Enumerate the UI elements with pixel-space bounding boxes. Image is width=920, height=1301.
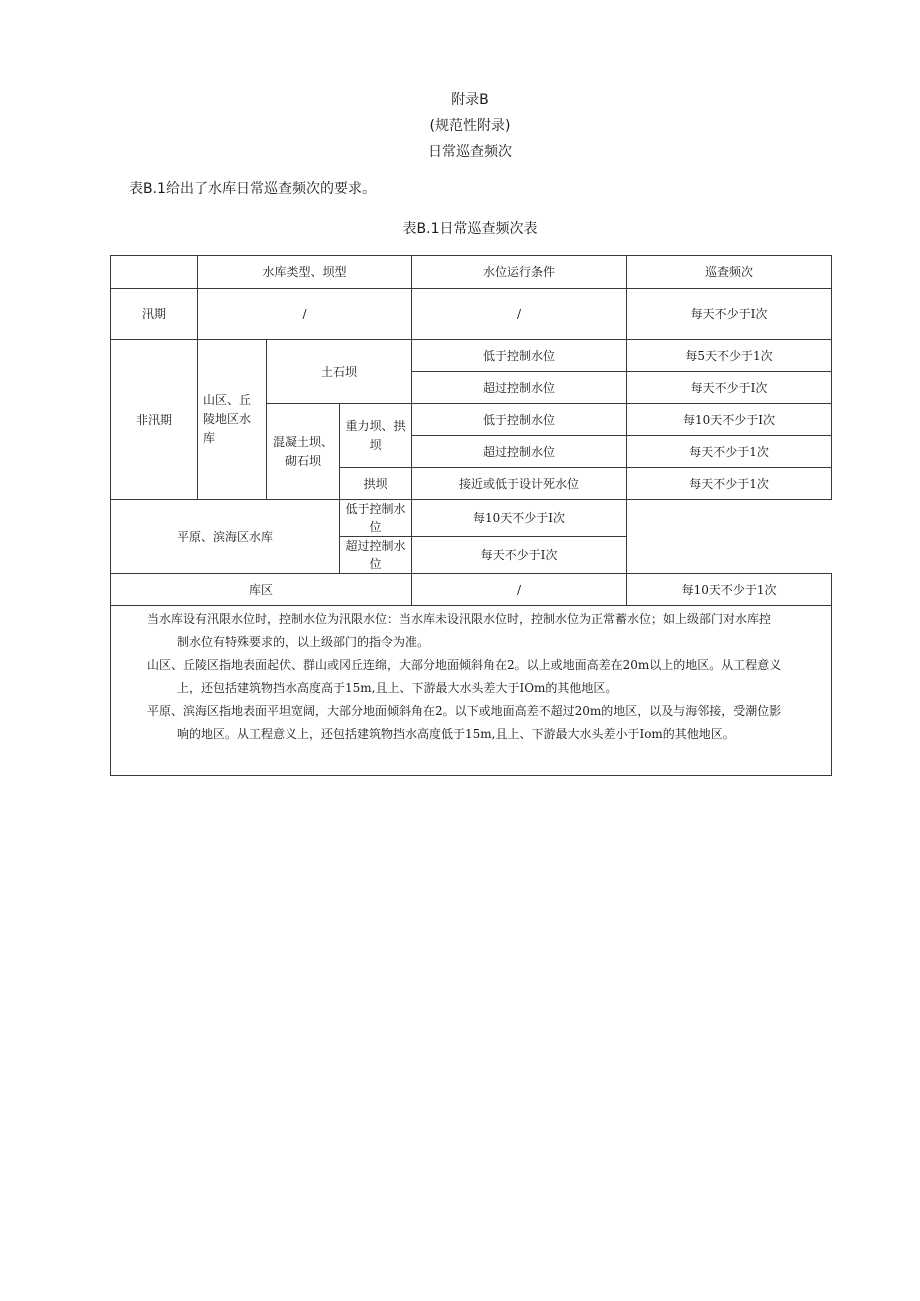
note-line: 上，还包括建筑物挡水高度高于15m,且上、下游最大水头差大于IOm的其他地区。 <box>177 681 618 695</box>
header-frequency: 巡查频次 <box>627 256 832 289</box>
condition-cell: 超过控制水位 <box>412 372 627 404</box>
frequency-cell: 每10天不少于I次 <box>412 500 627 537</box>
reservoir-area-condition: / <box>412 574 627 606</box>
note-line: 响的地区。从工程意义上，还包括建筑物挡水高度低于15m,且上、下游最大水头差小于Iom的其他地区。 <box>177 727 735 741</box>
arch-dam-cell: 拱坝 <box>340 468 412 500</box>
note-line: 平原、滨海区指地表面平坦宽阔，大部分地面倾斜角在2。以下或地面高差不超过20m的地区，以及与海邻接，受潮位影 <box>147 704 782 718</box>
frequency-cell: 每天不少于1次 <box>627 436 832 468</box>
note-control-water-level <box>147 608 821 654</box>
reservoir-area-label: 库区 <box>111 574 412 606</box>
note-mountain-definition <box>147 654 821 700</box>
table-row <box>111 500 832 537</box>
table-header-row <box>111 256 832 289</box>
note-plain-definition <box>147 700 821 746</box>
earth-rock-dam-cell: 土石坝 <box>267 340 412 404</box>
gravity-arch-dam-cell: 重力坝、拱坝 <box>340 404 412 468</box>
plain-coastal-reservoir-cell: 平原、滨海区水库 <box>111 500 340 574</box>
intro-paragraph: 表B.1给出了水库日常巡查频次的要求。 <box>129 181 376 197</box>
frequency-cell: 每10天不少于I次 <box>627 404 832 436</box>
condition-cell: 超过控制水位 <box>412 436 627 468</box>
table-row <box>111 340 832 372</box>
condition-cell: 低于控制水位 <box>340 500 412 537</box>
concrete-masonry-dam-cell: 混凝土坝、砌石坝 <box>267 404 340 500</box>
condition-cell: 低于控制水位 <box>412 340 627 372</box>
notes-row <box>111 606 832 776</box>
flood-frequency-cell: 每天不少于I次 <box>627 289 832 340</box>
flood-condition-cell: / <box>412 289 627 340</box>
frequency-cell: 每天不少于I次 <box>412 537 627 574</box>
header-water-condition: 水位运行条件 <box>412 256 627 289</box>
condition-cell: 低于控制水位 <box>412 404 627 436</box>
appendix-label: 附录B <box>451 92 489 108</box>
appendix-type: (规范性附录) <box>429 118 511 134</box>
inspection-frequency-table <box>110 255 832 776</box>
condition-cell: 超过控制水位 <box>340 537 412 574</box>
flood-type-cell: / <box>198 289 412 340</box>
mountain-reservoir-cell: 山区、丘陵地区水库 <box>198 340 267 500</box>
table-row <box>111 574 832 606</box>
header-reservoir-type: 水库类型、坝型 <box>198 256 412 289</box>
note-line: 制水位有特殊要求的，以上级部门的指令为准。 <box>177 635 430 649</box>
nonflood-season-label: 非汛期 <box>111 340 198 500</box>
appendix-title: 日常巡查频次 <box>428 144 512 160</box>
frequency-cell: 每天不少于1次 <box>627 468 832 500</box>
condition-cell: 接近或低于设计死水位 <box>412 468 627 500</box>
notes-cell <box>111 606 832 776</box>
frequency-cell: 每5天不少于1次 <box>627 340 832 372</box>
note-line: 当水库设有汛限水位时，控制水位为汛限水位：当水库未设汛限水位时，控制水位为正常蓄水位；如上级部门对水库控 <box>147 612 772 626</box>
reservoir-area-frequency: 每10天不少于1次 <box>627 574 832 606</box>
frequency-cell: 每天不少于I次 <box>627 372 832 404</box>
table-caption: 表B.1日常巡查频次表 <box>402 221 538 237</box>
flood-season-label: 汛期 <box>111 289 198 340</box>
note-line: 山区、丘陵区指地表面起伏、群山或冈丘连绵，大部分地面倾斜角在2。以上或地面高差在20m以上的地区。从工程意义 <box>147 658 782 672</box>
header-blank <box>111 256 198 289</box>
table-row <box>111 289 832 340</box>
